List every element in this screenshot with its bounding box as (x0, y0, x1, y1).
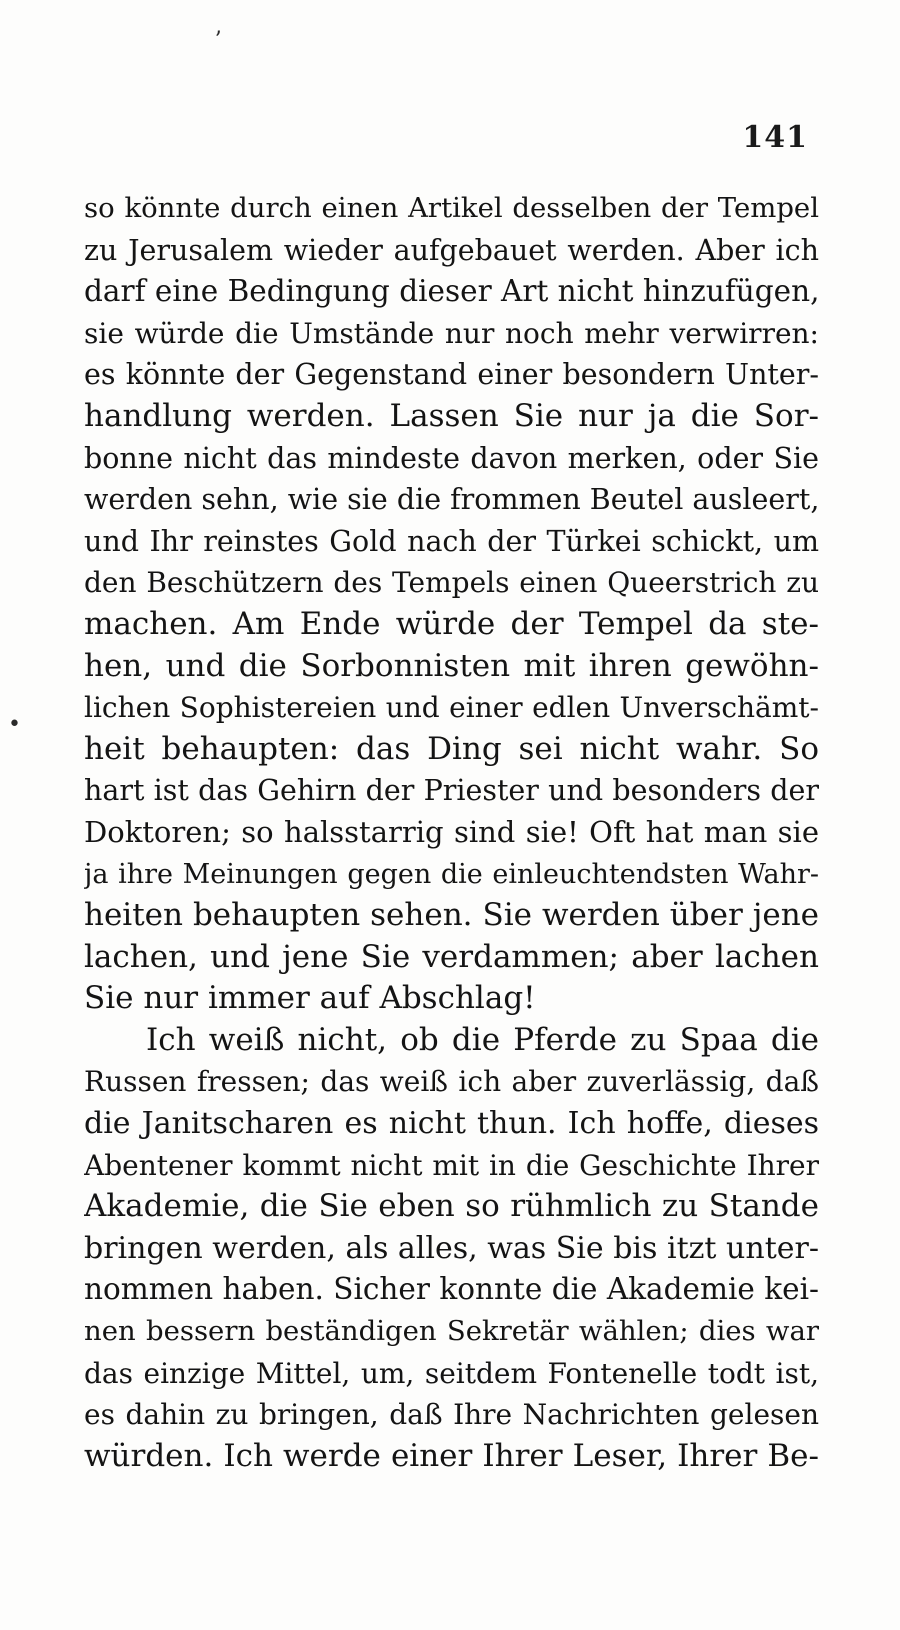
text-line: Russen fressen; das weiß ich aber zuverlässig, daß (84, 1065, 819, 1099)
text-line: nen bessern beständigen Sekretär wählen; dies war (84, 1315, 819, 1348)
page-number: 141 (742, 120, 808, 155)
text-line: Ich weiß nicht, ob die Pferde zu Spaa die (146, 1021, 819, 1058)
text-line: lichen Sophistereien und einer edlen Unverschämt- (84, 691, 819, 725)
margin-mark: • (8, 712, 21, 737)
paragraph-1 (84, 188, 819, 1020)
body-text (84, 188, 819, 1477)
text-line: zu Jerusalem wieder aufgebauet werden. Aber ich (84, 233, 819, 267)
text-line: das einzige Mittel, um, seitdem Fontenelle todt ist, (84, 1356, 819, 1390)
text-line: sie würde die Umstände nur noch mehr verwirren: (84, 316, 819, 350)
text-line: ja ihre Meinungen gegen die einleuchtendsten Wahr- (84, 858, 819, 890)
text-line: machen. Am Ende würde der Tempel da ste- (84, 605, 819, 642)
paragraph-2 (84, 1020, 819, 1478)
text-line: lachen, und jene Sie verdammen; aber lachen (84, 938, 819, 975)
text-line: Abentener kommt nicht mit in die Geschichte Ihrer (84, 1148, 819, 1182)
text-line: es dahin zu bringen, daß Ihre Nachrichten gelesen (84, 1398, 819, 1432)
text-line: so könnte durch einen Artikel desselben der Tempel (84, 192, 819, 224)
text-line: Akademie, die Sie eben so rühmlich zu Stande (84, 1188, 819, 1225)
text-line: die Janitscharen es nicht thun. Ich hoffe, dieses (84, 1106, 819, 1142)
text-line: und Ihr reinstes Gold nach der Türkei schickt, um (84, 524, 819, 558)
text-line: Sie nur immer auf Abschlag! (84, 980, 536, 1017)
text-line: hart ist das Gehirn der Priester und besonders der (84, 774, 819, 808)
text-line: würden. Ich werde einer Ihrer Leser, Ihrer Be- (84, 1437, 819, 1474)
text-line: den Beschützern des Tempels einen Queerstrich zu (84, 566, 819, 600)
text-line: handlung werden. Lassen Sie nur ja die Sor- (84, 397, 819, 434)
text-line: werden sehn, wie sie die frommen Beutel ausleert, (84, 483, 819, 517)
text-line: heit behaupten: das Ding sei nicht wahr. So (84, 730, 819, 767)
print-speck: ʼ (214, 28, 221, 53)
text-line: hen, und die Sorbonnisten mit ihren gewöhn- (84, 647, 819, 684)
text-line: bringen werden, als alles, was Sie bis itzt unter- (84, 1230, 819, 1266)
text-line: es könnte der Gegenstand einer besondern Unter- (84, 358, 819, 392)
text-line: darf eine Bedingung dieser Art nicht hinzufügen, (84, 274, 819, 309)
text-line: heiten behaupten sehen. Sie werden über jene (84, 897, 819, 934)
text-line: bonne nicht das mindeste davon merken, oder Sie (84, 441, 819, 475)
text-line: Doktoren; so halsstarrig sind sie! Oft hat man sie (84, 814, 819, 849)
text-line: nommen haben. Sicher konnte die Akademie kei- (84, 1272, 819, 1307)
